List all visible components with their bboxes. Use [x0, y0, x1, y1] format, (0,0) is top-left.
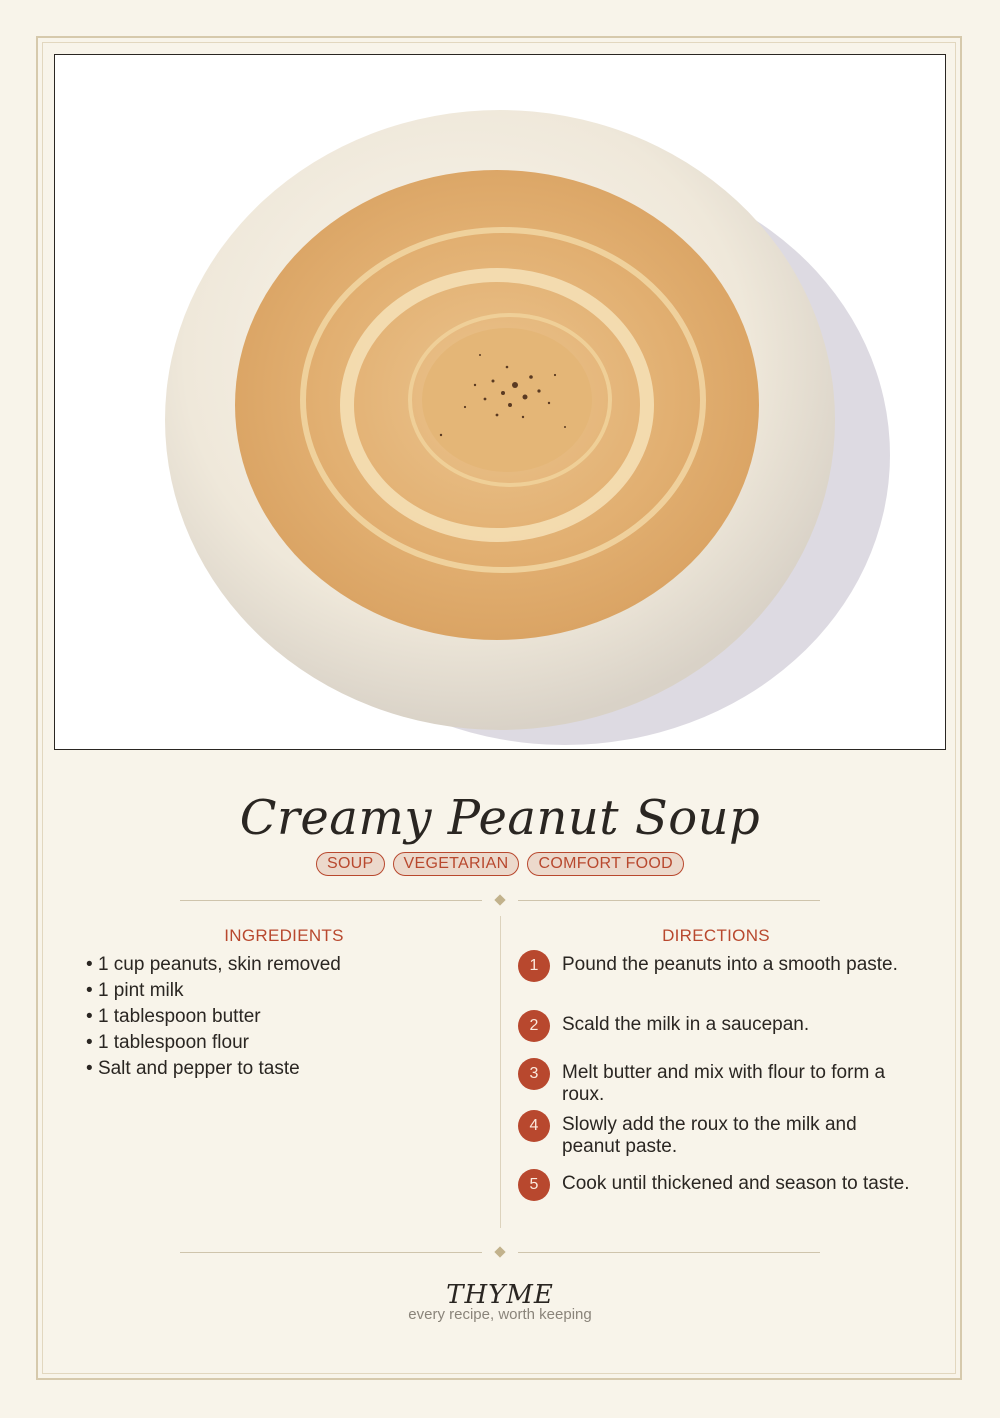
brand-tagline: every recipe, worth keeping — [408, 1306, 592, 1323]
ingredients-list — [86, 952, 341, 1082]
bottom-divider — [180, 1247, 820, 1259]
brand-logo: THYME — [446, 1280, 554, 1310]
ingredient-item: • 1 tablespoon butter — [86, 1006, 261, 1027]
recipe-title: Creamy Peanut Soup — [239, 790, 761, 846]
recipe-photo — [54, 54, 946, 750]
diamond-ornament-icon — [494, 894, 505, 905]
step-number-badge: 3 — [518, 1058, 550, 1090]
step-number-badge: 1 — [518, 950, 550, 982]
ingredient-item: • 1 cup peanuts, skin removed — [86, 954, 341, 975]
tag-list — [0, 852, 1000, 876]
step-text: Cook until thickened and season to taste. — [562, 1173, 910, 1194]
tag-soup[interactable]: SOUP — [316, 852, 385, 876]
ingredients-heading: INGREDIENTS — [224, 926, 344, 945]
column-divider — [500, 916, 501, 1228]
diamond-ornament-icon — [494, 1246, 505, 1257]
step-number-badge: 2 — [518, 1010, 550, 1042]
ingredient-item: • 1 pint milk — [86, 980, 184, 1001]
tag-comfort-food[interactable]: COMFORT FOOD — [527, 852, 684, 876]
step-text: Melt butter and mix with flour to form a roux. — [562, 1062, 886, 1105]
ingredient-item: • 1 tablespoon flour — [86, 1032, 249, 1053]
directions-heading: DIRECTIONS — [662, 926, 770, 945]
top-divider — [180, 895, 820, 907]
step-number-badge: 4 — [518, 1110, 550, 1142]
soup-bowl-illustration — [55, 55, 946, 750]
step-text: Slowly add the roux to the milk and peanut paste. — [562, 1114, 857, 1157]
soup-center — [422, 328, 592, 472]
tag-vegetarian[interactable]: VEGETARIAN — [393, 852, 520, 876]
step-number-badge: 5 — [518, 1169, 550, 1201]
step-text: Pound the peanuts into a smooth paste. — [562, 954, 898, 975]
step-text: Scald the milk in a saucepan. — [562, 1014, 810, 1035]
ingredient-item: • Salt and pepper to taste — [86, 1058, 300, 1079]
